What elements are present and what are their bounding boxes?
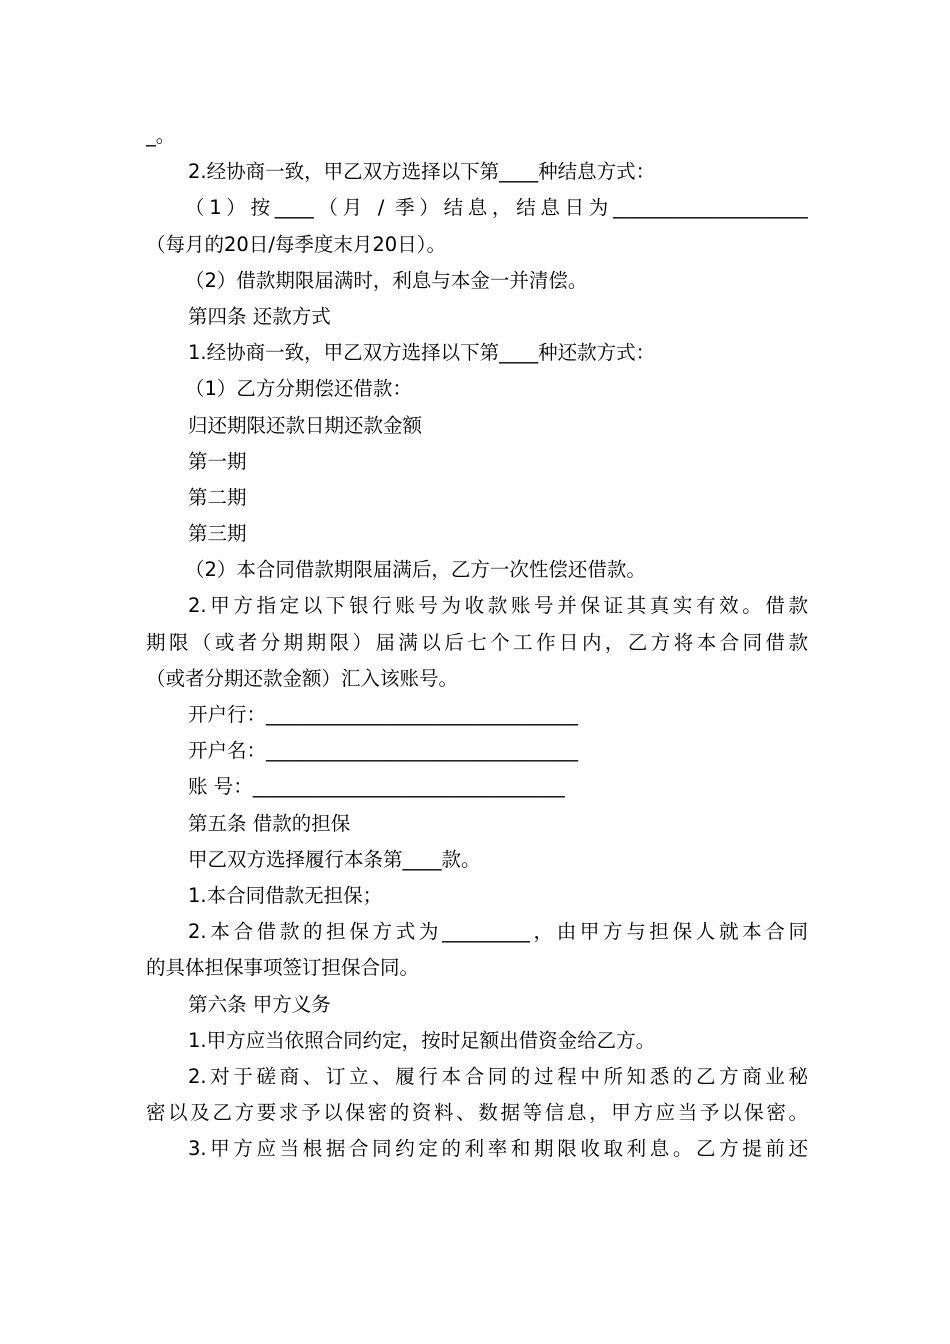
document-page	[146, 118, 808, 1167]
text-line-21: 甲乙双方选择履行本条第____款。	[188, 847, 481, 871]
text-line-28: 密以及乙方要求予以保密的资料、数据等信息，甲方应当予以保密。	[146, 1101, 808, 1125]
text-line-22: 1.本合同借款无担保；	[188, 883, 383, 907]
text-line-05: （2）借款期限届满时，利息与本金一并清偿。	[185, 268, 588, 292]
text-line-29: 3.甲方应当根据合同约定的利率和期限收取利息。乙方提前还	[188, 1137, 808, 1161]
text-line-13: （2）本合同借款期限届满后，乙方一次性偿还借款。	[185, 558, 646, 582]
account-number-field-line: 账 号：________________________________	[188, 775, 565, 799]
section-heading-5: 第五条 借款的担保	[188, 811, 351, 835]
section-heading-6: 第六条 甲方义务	[188, 992, 331, 1016]
text-line-14: 2.甲方指定以下银行账号为收款账号并保证其真实有效。借款	[188, 594, 808, 618]
text-line-02: 2.经协商一致，甲乙双方选择以下第____种结息方式：	[188, 160, 656, 184]
text-line-15: 期限（或者分期期限）届满以后七个工作日内，乙方将本合同借款	[146, 630, 808, 654]
text-line-23: 2.本合借款的担保方式为_________，由甲方与担保人就本合同	[188, 920, 808, 944]
text-line-07: 1.经协商一致，甲乙双方选择以下第____种还款方式：	[188, 341, 656, 365]
text-line-12: 第三期	[188, 522, 247, 546]
text-line-27: 2.对于磋商、订立、履行本合同的过程中所知悉的乙方商业秘	[188, 1064, 808, 1088]
text-line-16: （或者分期还款金额）汇入该账号。	[146, 666, 459, 690]
account-name-field-line: 开户名：________________________________	[188, 739, 579, 763]
text-line-26: 1.甲方应当依照合同约定，按时足额出借资金给乙方。	[188, 1028, 656, 1052]
section-heading-4: 第四条 还款方式	[188, 304, 331, 328]
text-line-11: 第二期	[188, 485, 247, 509]
bank-field-line: 开户行：________________________________	[188, 703, 579, 726]
text-line-24: 的具体担保事项签订担保合同。	[146, 956, 420, 980]
text-line-10: 第一期	[188, 449, 247, 473]
text-line-08: （1）乙方分期偿还借款：	[185, 377, 412, 401]
text-line-01: _。	[146, 124, 176, 147]
text-line-09: 归还期限还款日期还款金额	[188, 413, 423, 437]
text-line-04: （每月的20日/每季度末月20日）。	[146, 232, 446, 256]
text-line-03: （1）按____（月 / 季）结息，结息日为____________________	[185, 196, 808, 220]
